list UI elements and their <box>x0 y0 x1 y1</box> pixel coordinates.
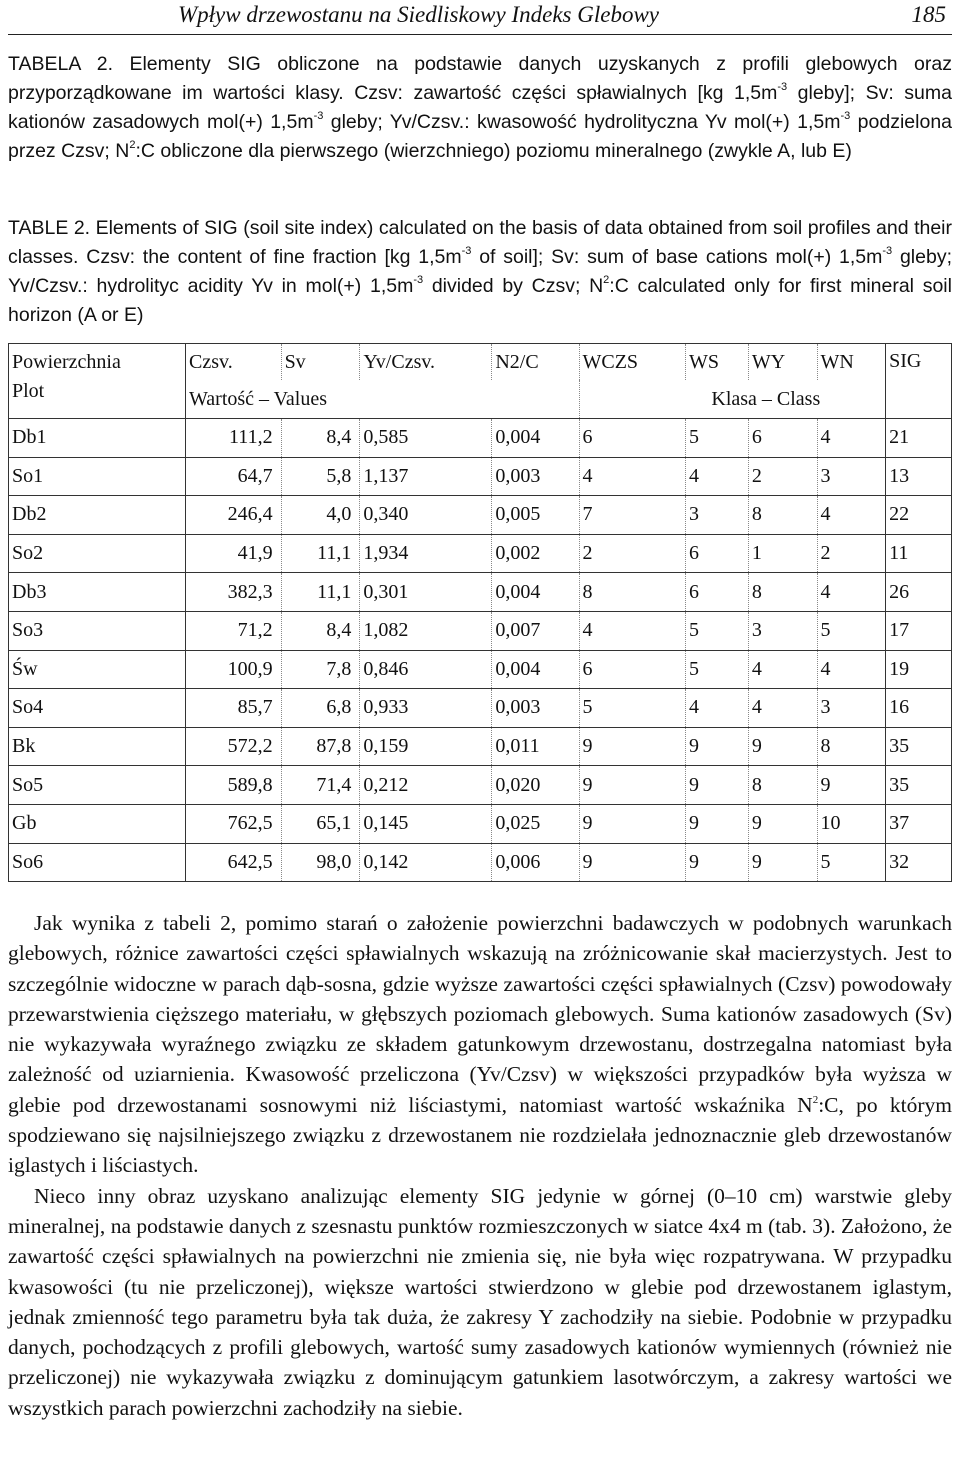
cell-plot: So3 <box>9 611 186 650</box>
table-cell: 37 <box>886 804 952 843</box>
table-cell: 0,004 <box>492 573 579 612</box>
superscript: -3 <box>413 274 424 286</box>
caption-text: of soil]; Sv: sum of base cations mol(+) 1,5m <box>471 246 883 268</box>
header-sig: SIG <box>886 344 952 419</box>
caption-text: Elementy SIG obliczone na podstawie danych uzyskanych z profili glebowych oraz przyporządkowane im wartości klasy. Czsv: zawartość części spławialnych [kg 1,5m <box>8 53 952 104</box>
table-cell: 5,8 <box>281 457 360 496</box>
cell-plot: So5 <box>9 766 186 805</box>
table-cell: 0,933 <box>360 689 492 728</box>
table-cell: 8 <box>817 727 886 766</box>
header-sv: Sv <box>281 344 360 381</box>
table-cell: 7,8 <box>281 650 360 689</box>
page-number: 185 <box>911 2 946 27</box>
table-cell: 5 <box>579 689 685 728</box>
table-cell: 8 <box>579 573 685 612</box>
table-cell: 26 <box>886 573 952 612</box>
cell-plot: So2 <box>9 534 186 573</box>
cell-plot: So1 <box>9 457 186 496</box>
table-row <box>9 650 952 689</box>
table-cell: 9 <box>817 766 886 805</box>
table-cell: 2 <box>817 534 886 573</box>
caption-text: :C obliczone dla pierwszego (wierzchniego) poziomu mineralnego (zwykle A, lub E) <box>135 140 852 162</box>
table-cell: 11 <box>886 534 952 573</box>
table-cell: 4 <box>817 496 886 535</box>
table-row <box>9 804 952 843</box>
header-czsv: Czsv. <box>186 344 282 381</box>
caption-label-en: TABLE 2. <box>8 217 91 239</box>
table-cell: 5 <box>685 611 748 650</box>
table-cell: 642,5 <box>186 843 282 882</box>
caption-text: gleby; Yv/Czsv.: hydrolityc acidity Yv in mol(+) 1,5m <box>8 246 952 297</box>
table-cell: 9 <box>748 727 817 766</box>
header-plot-en: Plot <box>9 380 186 419</box>
table-cell: 6 <box>685 534 748 573</box>
table-cell: 32 <box>886 843 952 882</box>
paragraph-text: Jak wynika z tabeli 2, pomimo starań o założenie powierzchni badawczych w podobnych warunkach glebowych, różnice zawartości części spławialnych wskazują na zróżnicowanie skał macierzystych. Jest to szczególnie widoczne w parach dąb-sosna, gdzie wyższe zawartości części spławialnych (Czsv) powodowały przewarstwienia cięższego materiału, w głębszych poziomach glebowych. Suma kationów zasadowych (Sv) nie wykazywała wyraźnego związku ze składem gatunkowym drzewostanu, dostrzegalna natomiast była zależność od uziarnienia. Kwasowość przeliczona (Yv/Czsv) w większości przypadków była wyższa w glebie pod drzewostanami sosnowymi niż liściastymi, natomiast wartość wskaźnika N <box>8 911 952 1117</box>
table-cell: 11,1 <box>281 573 360 612</box>
header-wczs: WCZS <box>579 344 685 381</box>
table-row <box>9 689 952 728</box>
table-cell: 8 <box>748 573 817 612</box>
table-cell: 5 <box>685 419 748 458</box>
table-cell: 0,004 <box>492 419 579 458</box>
table-cell: 9 <box>579 727 685 766</box>
superscript: -3 <box>777 81 788 93</box>
table-body <box>9 419 952 882</box>
table-cell: 246,4 <box>186 496 282 535</box>
table-row <box>9 766 952 805</box>
table-row <box>9 611 952 650</box>
table-cell: 0,004 <box>492 650 579 689</box>
table-cell: 10 <box>817 804 886 843</box>
table-cell: 9 <box>748 804 817 843</box>
cell-plot: Bk <box>9 727 186 766</box>
table-cell: 6 <box>579 650 685 689</box>
table-cell: 0,011 <box>492 727 579 766</box>
table-cell: 8,4 <box>281 611 360 650</box>
table-cell: 1,082 <box>360 611 492 650</box>
caption-text: :C calculated only for first mineral soil horizon (A or E) <box>8 275 952 326</box>
header-rule <box>8 34 952 35</box>
paragraph-text: :C, po którym spodziewano się najsilniejszego związku z drzewostanem nie rozdzielała jednoznacznie gleb drzewostanów iglastych i liściastych. <box>8 1092 953 1178</box>
table-cell: 4 <box>748 650 817 689</box>
cell-plot: Gb <box>9 804 186 843</box>
table-cell: 11,1 <box>281 534 360 573</box>
table-cell: 0,340 <box>360 496 492 535</box>
table-cell: 17 <box>886 611 952 650</box>
table-cell: 64,7 <box>186 457 282 496</box>
caption-text: divided by Czsv; N <box>423 275 604 297</box>
cell-plot: Db1 <box>9 419 186 458</box>
table-cell: 0,003 <box>492 457 579 496</box>
table-cell: 9 <box>685 766 748 805</box>
table-cell: 35 <box>886 766 952 805</box>
table-cell: 87,8 <box>281 727 360 766</box>
table-cell: 1,137 <box>360 457 492 496</box>
table-cell: 4,0 <box>281 496 360 535</box>
table-cell: 4 <box>817 419 886 458</box>
table-cell: 0,159 <box>360 727 492 766</box>
table-cell: 0,846 <box>360 650 492 689</box>
table-cell: 9 <box>748 843 817 882</box>
table-cell: 22 <box>886 496 952 535</box>
header-plot-pl: Powierzchnia <box>9 344 186 381</box>
table-cell: 3 <box>817 689 886 728</box>
data-table <box>8 343 952 882</box>
table-cell: 9 <box>579 766 685 805</box>
table-cell: 4 <box>817 573 886 612</box>
header-values: Wartość – Values <box>186 380 580 419</box>
caption-label-pl: TABELA 2. <box>8 53 113 75</box>
table-cell: 0,585 <box>360 419 492 458</box>
running-header <box>0 0 960 36</box>
table-cell: 0,212 <box>360 766 492 805</box>
table-cell: 2 <box>748 457 817 496</box>
cell-plot: Db2 <box>9 496 186 535</box>
table-cell: 572,2 <box>186 727 282 766</box>
table-cell: 4 <box>685 689 748 728</box>
table-cell: 0,006 <box>492 843 579 882</box>
superscript: -3 <box>840 110 851 122</box>
table-cell: 3 <box>748 611 817 650</box>
table-cell: 0,007 <box>492 611 579 650</box>
table-row <box>9 496 952 535</box>
table-cell: 4 <box>817 650 886 689</box>
paragraph <box>8 908 952 1181</box>
table-cell: 6 <box>685 573 748 612</box>
header-wn: WN <box>817 344 886 381</box>
superscript: -3 <box>882 245 893 257</box>
table-row <box>9 457 952 496</box>
table-row <box>9 727 952 766</box>
superscript: -3 <box>461 245 472 257</box>
header-yv: Yv/Czsv. <box>360 344 492 381</box>
table-caption-pl <box>8 50 952 166</box>
table-cell: 6 <box>748 419 817 458</box>
table-cell: 3 <box>685 496 748 535</box>
table-cell: 19 <box>886 650 952 689</box>
header-wy: WY <box>748 344 817 381</box>
table-cell: 98,0 <box>281 843 360 882</box>
header-class: Klasa – Class <box>579 380 886 419</box>
table-caption-en <box>8 214 952 330</box>
table-cell: 4 <box>579 611 685 650</box>
superscript: 2 <box>129 139 136 151</box>
table-cell: 1,934 <box>360 534 492 573</box>
table-cell: 0,301 <box>360 573 492 612</box>
table-cell: 5 <box>817 843 886 882</box>
table-cell: 5 <box>685 650 748 689</box>
table-cell: 0,145 <box>360 804 492 843</box>
caption-text: gleby]; Sv: suma kationów zasadowych mol(+) 1,5m <box>8 82 952 133</box>
header-ws: WS <box>685 344 748 381</box>
table-cell: 9 <box>579 804 685 843</box>
table-cell: 3 <box>817 457 886 496</box>
table-cell: 0,005 <box>492 496 579 535</box>
caption-text: podzielona przez Czsv; N <box>8 111 953 162</box>
table-cell: 21 <box>886 419 952 458</box>
table-cell: 1 <box>748 534 817 573</box>
table-cell: 0,002 <box>492 534 579 573</box>
table-cell: 9 <box>579 843 685 882</box>
table-cell: 0,025 <box>492 804 579 843</box>
table-cell: 4 <box>579 457 685 496</box>
table-cell: 589,8 <box>186 766 282 805</box>
table-cell: 5 <box>817 611 886 650</box>
table-row <box>9 534 952 573</box>
paragraph: Nieco inny obraz uzyskano analizując elementy SIG jedynie w górnej (0–10 cm) warstwie gleby mineralnej, na podstawie danych z szesnastu punktów rozmieszczonych w siatce 4x4 m (tab. 3). Założono, że zawartość części spławialnych na powierzchni nie zmienia się, nie była więc rozpatrywana. W przypadku kwasowości (tu nie przeliczonej), większe wartości stwierdzono w glebie pod drzewostanem iglastym, jednak zmienność tego parametru była tak duża, że zakresy Y zachodziły na siebie. Podobnie w przypadku danych, pochodzących z profili glebowych, wartość sumy zasadowych kationów wymiennych (również nie przeliczonej) nie wykazywała związku z dominującym gatunkiem lasotwórczym, a zakresy wartości we wszystkich parach powierzchni zachodziły na siebie. <box>8 1183 952 1420</box>
table-cell: 16 <box>886 689 952 728</box>
running-title: Wpływ drzewostanu na Siedliskowy Indeks Glebowy <box>178 2 660 27</box>
table-cell: 0,003 <box>492 689 579 728</box>
table-cell: 0,020 <box>492 766 579 805</box>
table-cell: 71,4 <box>281 766 360 805</box>
superscript: 2 <box>812 1093 819 1106</box>
superscript: 2 <box>603 274 610 286</box>
caption-text: Elements of SIG (soil site index) calculated on the basis of data obtained from soil profiles and their classes. Czsv: the content of fine fraction [kg 1,5m <box>8 217 953 268</box>
header-n2c: N2/C <box>492 344 579 381</box>
table-cell: 35 <box>886 727 952 766</box>
cell-plot: So6 <box>9 843 186 882</box>
table-cell: 4 <box>748 689 817 728</box>
table-cell: 8,4 <box>281 419 360 458</box>
table-row <box>9 843 952 882</box>
table-cell: 111,2 <box>186 419 282 458</box>
cell-plot: So4 <box>9 689 186 728</box>
table-row <box>9 419 952 458</box>
table-cell: 71,2 <box>186 611 282 650</box>
table-cell: 8 <box>748 766 817 805</box>
caption-text: gleby; Yv/Czsv.: kwasowość hydrolityczna Yv mol(+) 1,5m <box>323 111 841 133</box>
table-cell: 100,9 <box>186 650 282 689</box>
body-text <box>8 908 952 1423</box>
table-cell: 6 <box>579 419 685 458</box>
table-cell: 382,3 <box>186 573 282 612</box>
table-cell: 7 <box>579 496 685 535</box>
table-cell: 762,5 <box>186 804 282 843</box>
table-row <box>9 573 952 612</box>
table-cell: 41,9 <box>186 534 282 573</box>
table-cell: 0,142 <box>360 843 492 882</box>
superscript: -3 <box>313 110 324 122</box>
table-cell: 9 <box>685 804 748 843</box>
table-cell: 13 <box>886 457 952 496</box>
table-cell: 9 <box>685 843 748 882</box>
table-cell: 85,7 <box>186 689 282 728</box>
table-cell: 4 <box>685 457 748 496</box>
table-cell: 65,1 <box>281 804 360 843</box>
table-cell: 6,8 <box>281 689 360 728</box>
table-cell: 9 <box>685 727 748 766</box>
cell-plot: Św <box>9 650 186 689</box>
table-cell: 8 <box>748 496 817 535</box>
cell-plot: Db3 <box>9 573 186 612</box>
table-cell: 2 <box>579 534 685 573</box>
